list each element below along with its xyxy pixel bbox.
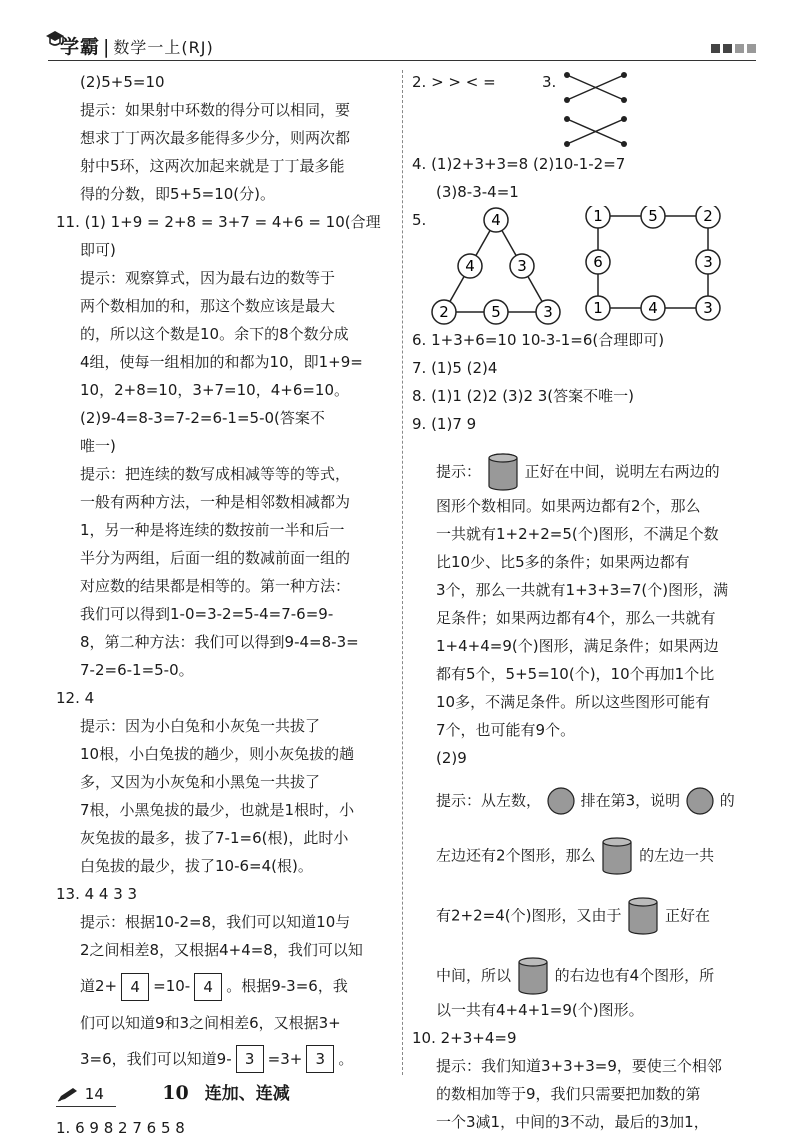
hint-line: 一共就有1+2+2=5(个)图形，不满足个数 (436, 525, 719, 543)
hint-line: 7个，也可能有9个。 (436, 721, 576, 739)
hint-line: 3个，那么一共就有1+3+3=7(个)图形，满 (436, 581, 729, 599)
pencil-icon (56, 1087, 80, 1103)
hint-line: 10根，小白兔拔的趟少，则小灰兔拔的趟 (80, 745, 355, 763)
cylinder-icon (600, 836, 634, 876)
sq-node (586, 296, 610, 320)
sq-node (586, 250, 610, 274)
header-squares (708, 38, 756, 57)
hint-line: 7根，小黑兔拔的最少，也就是1根时，小 (80, 801, 355, 819)
hint-line: 10多，不满足条件。所以这些图形可能有 (436, 693, 711, 711)
tri-node (458, 254, 482, 278)
brand-separator: | (103, 36, 111, 58)
hint-line: 7-2=6-1=5-0。 (80, 661, 194, 679)
q2-q3-row (412, 68, 757, 96)
square-icon (723, 44, 732, 53)
page-header (48, 22, 756, 62)
hint-line: 灰兔拔的最多，拔了7-1=6(根)，此时小 (80, 829, 349, 847)
answer-box: 4 (194, 973, 222, 1001)
question-5-row (412, 206, 757, 326)
hint-text: 的左边一共 (639, 846, 715, 865)
hint-line-with-figure (412, 896, 757, 936)
question-10-answer: 10. 2+3+4=9 (412, 1029, 517, 1047)
hint-text: 正好在 (665, 906, 711, 925)
hint-line-with-figure (412, 836, 757, 876)
hint-text: 道2+ (80, 977, 118, 995)
section-number: 10 (162, 1082, 189, 1104)
tri-node (432, 300, 456, 324)
question-3-label: 3. (542, 73, 557, 91)
triangle-diagram (426, 206, 576, 326)
ball-icon (685, 786, 715, 816)
question-4-answer: 4. (1)2+3+3=8 (2)10-1-2=7 (412, 155, 626, 173)
hint-line: 的，所以这个数是10。余下的8个数分成 (80, 325, 349, 343)
square-icon (711, 44, 720, 53)
right-column (412, 68, 757, 1136)
sq-node (641, 206, 665, 228)
sq-node (696, 296, 720, 320)
hint-text: 提示：从左数， (436, 791, 542, 810)
hint-text: 3=6，我们可以知道9- (80, 1049, 232, 1068)
answer-line: (3)8-3-4=1 (436, 183, 519, 201)
section-title: 连加、连减 (204, 1084, 290, 1104)
hint-line-with-boxes (56, 972, 396, 1001)
hint-line: 想求丁丁两次最多能得多少分，则两次都 (80, 129, 351, 147)
answer-line: (2)5+5=10 (80, 73, 165, 91)
brand-name: 学霸 (60, 36, 101, 58)
hint-text: 正好在中间，说明左右两边的 (524, 462, 720, 481)
tri-node (484, 300, 508, 324)
hint-line: 提示：我们知道3+3+3=9，要使三个相邻 (436, 1057, 722, 1075)
svg-text:3: 3 (543, 303, 553, 321)
answer-line: 唯一) (80, 437, 116, 455)
hint-line: 提示：观察算式，因为最右边的数等于 (80, 269, 336, 287)
svg-text:3: 3 (703, 299, 713, 317)
matching-lines-row (412, 96, 757, 150)
hint-line-with-figure (412, 956, 757, 996)
square-icon (747, 44, 756, 53)
sq-node (696, 250, 720, 274)
hint-text: 排在第3，说明 (580, 791, 681, 810)
matching-lines-bottom (562, 114, 632, 150)
question-2-answer: 2. > > < = (412, 73, 496, 91)
cylinder-icon (626, 896, 660, 936)
hint-line: 提示：如果射中环数的得分可以相同，要 (80, 101, 351, 119)
question-11-answer: 11. (1) 1+9 = 2+8 = 3+7 = 4+6 = 10(合理 (56, 213, 381, 231)
hint-line-with-boxes (56, 1045, 396, 1074)
page-footer (56, 1085, 104, 1103)
hint-line: 10，2+8=10，3+7=10，4+6=10。 (80, 381, 350, 399)
hint-line: 的数相加等于9，我们只需要把加数的第 (436, 1085, 701, 1103)
hint-text: 。根据9-3=6，我 (226, 977, 348, 995)
hint-line: 对应数的结果都是相等的。第一种方法： (80, 577, 351, 595)
svg-text:2: 2 (439, 303, 449, 321)
answer-box: 4 (121, 973, 149, 1001)
question-9-answer: 9. (1)7 9 (412, 415, 477, 433)
hint-text: 的 (719, 791, 735, 810)
hint-line: 足条件；如果两边都有4个，那么一共就有 (436, 609, 716, 627)
svg-text:3: 3 (517, 257, 527, 275)
question-5-label: 5. (412, 211, 427, 229)
left-column (56, 68, 396, 1142)
hint-text: 中间，所以 (436, 966, 512, 985)
answer-line: (2)9-4=8-3=7-2=6-1=5-0(答案不 (80, 409, 325, 427)
svg-text:4: 4 (491, 211, 501, 229)
hint-text: =3+ (267, 1049, 303, 1068)
question-1-answer: 1. 6 9 8 2 7 6 5 8 (56, 1119, 185, 1137)
hint-line: 图形个数相同。如果两边都有2个，那么 (436, 497, 701, 515)
square-diagram (584, 206, 724, 326)
answer-box: 3 (236, 1045, 264, 1073)
hint-text: 左边还有2个图形，那么 (436, 846, 596, 865)
column-divider (402, 70, 403, 1075)
svg-text:5: 5 (648, 207, 658, 225)
question-13-answer: 13. 4 4 3 3 (56, 885, 138, 903)
hint-line: 多，又因为小灰兔和小黑兔一共拔了 (80, 773, 321, 791)
hint-line: 2之间相差8，又根据4+4=8，我们可以知 (80, 941, 363, 959)
cylinder-icon (516, 956, 550, 996)
hint-line: 以一共有4+4+1=9(个)图形。 (436, 1001, 644, 1019)
footer-rule (56, 1106, 116, 1107)
hint-line: 1，另一种是将连续的数按前一半和后一 (80, 521, 345, 539)
svg-text:6: 6 (593, 253, 603, 271)
hint-text: 有2+2=4(个)图形，又由于 (436, 906, 622, 925)
hint-line: 都有5个，5+5=10(个)，10个再加1个比 (436, 665, 715, 683)
hint-line: 4组，使每一组相加的和都为10，即1+9= (80, 353, 363, 371)
hint-line: 们可以知道9和3之间相差6，又根据3+ (80, 1013, 341, 1032)
answer-line: 即可) (80, 241, 116, 259)
sq-node (586, 206, 610, 228)
hint-line-with-figure (412, 786, 757, 816)
question-6-answer: 6. 1+3+6=10 10-3-1=6(合理即可) (412, 331, 665, 349)
svg-text:4: 4 (465, 257, 475, 275)
hint-line: 一个3减1，中间的3不动，最后的3加1， (436, 1113, 709, 1131)
hint-line: 提示：根据10-2=8，我们可以知道10与 (80, 913, 351, 931)
hint-line: 射中5环，这两次加起来就是丁丁最多能 (80, 157, 345, 175)
hint-text: 。 (338, 1049, 354, 1068)
tri-node (510, 254, 534, 278)
hint-line: 提示：因为小白兔和小灰兔一共拔了 (80, 717, 321, 735)
hint-line: 我们可以得到1-0=3-2=5-4=7-6=9- (80, 605, 334, 623)
hint-line: 比10少、比5多的条件；如果两边都有 (436, 553, 690, 571)
hint-line: 得的分数，即5+5=10(分)。 (80, 185, 276, 203)
sq-node (641, 296, 665, 320)
square-icon (735, 44, 744, 53)
question-12-answer: 12. 4 (56, 689, 95, 707)
hint-line: 两个数相加的和，那这个数应该是最大 (80, 297, 336, 315)
svg-text:3: 3 (703, 253, 713, 271)
answer-box: 3 (306, 1045, 334, 1073)
ball-icon (546, 786, 576, 816)
tri-node (484, 208, 508, 232)
page-number: 14 (84, 1085, 104, 1103)
brand (60, 32, 214, 59)
svg-text:1: 1 (593, 207, 603, 225)
svg-text:4: 4 (648, 299, 658, 317)
hint-line: 白兔拔的最少，拔了10-6=4(根)。 (80, 857, 313, 875)
hint-line: 8，第二种方法：我们可以得到9-4=8-3= (80, 633, 359, 651)
cylinder-icon (486, 452, 520, 492)
book-title: 数学一上(RJ) (113, 38, 214, 57)
hint-text: 的右边也有4个图形，所 (554, 966, 715, 985)
svg-text:2: 2 (703, 207, 713, 225)
hint-line: 提示：把连续的数写成相减等等的等式， (80, 465, 351, 483)
sq-node (696, 206, 720, 228)
hint-text: 提示： (436, 462, 482, 481)
answer-line: (2)9 (436, 749, 467, 767)
hint-line: 半分为两组，后面一组的数减前面一组的 (80, 549, 351, 567)
svg-text:1: 1 (593, 299, 603, 317)
tri-node (536, 300, 560, 324)
hint-line-with-figure (412, 452, 757, 492)
hint-text: =10- (153, 977, 191, 995)
question-8-answer: 8. (1)1 (2)2 (3)2 3(答案不唯一) (412, 387, 635, 405)
hint-line: 一般有两种方法，一种是相邻数相减都为 (80, 493, 351, 511)
hint-line: 1+4+4=9(个)图形，满足条件；如果两边 (436, 637, 719, 655)
question-7-answer: 7. (1)5 (2)4 (412, 359, 498, 377)
header-rule (48, 60, 756, 61)
svg-text:5: 5 (491, 303, 501, 321)
section-heading (56, 1079, 396, 1108)
